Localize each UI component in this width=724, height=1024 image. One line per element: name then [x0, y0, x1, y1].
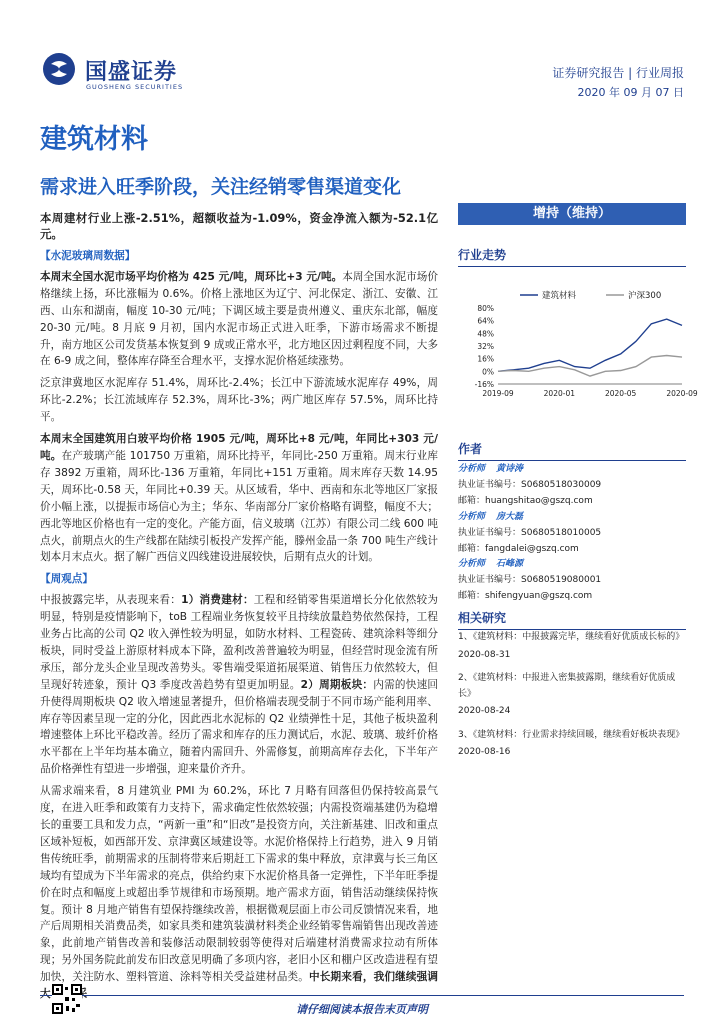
y-tick-label: -16%	[474, 380, 494, 389]
author-name: 黄诗涛	[496, 464, 524, 474]
lead-summary: 本周建材行业上涨-2.51%，超额收益为-1.09%，资金净流入额为-52.1亿元。	[40, 211, 438, 241]
view1-cycle-text: 内需的快速回升使得周期板块 Q2 收入增速显著提升，但价格端表现受制于不同市场产能利用率、库存等因素呈现一定的分化，因此西北水泥标的 Q2 业绩弹性十足，其他子板块盈利增速整体上环比平稳改善。经历了需求和库存的压力测试后，水泥、玻璃、玻纤价格水平都在上半年均基本确立，随着内需回升、外需修复，前期高库存去化，下半年产品价格弹性有望进一步增强，迎来量价齐升。	[40, 678, 439, 776]
view1-intro: 中报披露完毕，从表现来看：	[40, 594, 182, 607]
y-tick-label: 80%	[477, 304, 494, 313]
related-title[interactable]: 1、《建筑材料：中报披露完毕，继续看好优质成长标的》	[458, 632, 685, 642]
cement-text: 本周全国水泥市场价格继续上扬，环比涨幅为 0.6%。价格上涨地区为辽宁、河北保定、浙江、安徽、江西、山东和湖南，幅度 10-30 元/吨；下调区域主要是贵州遵义、重庆东北部，幅度 20-30 元/吨。8 月底 9 月初，国内水泥市场正式进入旺季，下游市场需求不断提升，南方地区公司发货基本恢复到 9 成或正常水平，北方地区因过剩程度不同，大多在 6-9 成之间，整体库存降至合理水平，支撑水泥价格延续涨势。	[40, 270, 438, 368]
author-role: 分析师	[458, 559, 486, 570]
stock-paragraph: 泛京津冀地区水泥库存 51.4%，周环比-2.4%；长江中下游流域水泥库存 49%，周环比-2.2%；长江流域库存 52.3%，周环比-3%；两广地区库存 57.5%，周环比持平。	[40, 377, 438, 424]
logo-text: 国盛证券	[85, 60, 178, 85]
logo-subtext: GUOSHENG SECURITIES	[86, 83, 184, 91]
related-list	[458, 630, 686, 769]
author-role: 分析师	[458, 511, 486, 522]
related-date: 2020-08-16	[458, 747, 511, 757]
author-row	[458, 510, 686, 526]
footer-divider	[40, 995, 684, 996]
report-headline: 需求进入旺季阶段，关注经销零售渠道变化	[40, 176, 402, 198]
trend-chart	[458, 284, 698, 402]
x-tick-label: 2019-09	[482, 389, 514, 398]
cement-paragraph	[40, 269, 438, 370]
author-heading: 作者	[458, 440, 686, 461]
trend-heading: 行业走势	[458, 246, 686, 267]
view1-consumer-text: 工程和经销零售渠道增长分化依然较为明显，特别是疫情影响下，toB 工程端业务恢复较平且持续放量趋势依然保持，工程业务占比高的公司 Q2 收入弹性较为明显，如防水材料、工程瓷砖、建筑涂料等细分板块，同时受益上游原材料成本下降，盈利改善普遍较为明显，但经营时现金流有所承压，部分龙头企业呈现改善势头。零售端受渠道拓展渠道、销售压力依然较大，但呈现好转迹象，预计 Q3 季度改善趋势有望更加明显。	[40, 594, 439, 691]
related-title[interactable]: 3、《建筑材料：行业需求持续回暖，继续看好板块表现》	[458, 729, 685, 740]
industry-title: 建筑材料	[40, 124, 148, 155]
legend-label: 沪深300	[628, 291, 662, 301]
view1-label-cycle: 2）周期板块：	[300, 678, 374, 691]
related-item[interactable]	[458, 728, 686, 761]
related-date: 2020-08-24	[458, 706, 511, 716]
view-paragraph-1	[40, 592, 438, 778]
author-list	[458, 462, 686, 605]
report-type: 证券研究报告 | 行业周报	[552, 66, 684, 80]
y-tick-label: 32%	[477, 342, 494, 351]
author-role: 分析师	[458, 464, 486, 474]
author-name: 石峰源	[496, 559, 524, 570]
series-line	[498, 356, 682, 377]
y-tick-label: 0%	[482, 367, 494, 377]
glass-text: 在产玻璃产能 101750 万重箱，周环比持平，年同比-250 万重箱。周末行业库存 3892 万重箱，周环比-136 万重箱，年同比+151 万重箱。周末库存天数 14.95 天，周环比-0.58 天，年同比+0.39 天。从区域看，华中、西南和东北等地区厂家报价小幅上涨，以提振市场信心为主；华东、华南部分厂家价格略有调整，幅度不大；西北等地区价格也有一定的变化。产能方面，信义玻璃（江苏）有限公司二线 600 吨点火，前期点火的生产线都在陆续引板投产发挥产能，滕州金晶一条 700 吨生产线计划本月末点火。据了解广西信义四线建设进展较快，后期有点火的计划。	[40, 449, 438, 564]
rating-badge: 增持（维持）	[458, 203, 686, 225]
author-email[interactable]: 邮箱：huangshitao@gszq.com	[458, 495, 593, 506]
main-body	[40, 210, 438, 1008]
view2-tail: 中长期来看，我们继续强调	[309, 971, 438, 984]
view2-text: 从需求端来看，8 月建筑业 PMI 为 60.2%，环比 7 月略有回落但仍保持较高景气度，在进入旺季和政策有力支持下，需求确定性依然较强；内需投资端基建仍为稳增长的重要工具和发力点，“两新一重”和“旧改”是投资方向，关注新基建、旧改和重点区域补短板，如西部开发、京津冀区域建设等。水泥价格保持上行趋势，进入 9 月销售传统旺季，前期需求的压制将带来后期赶工下需求的集中释放，京津冀与长三角区域均有望成为下半年需求的亮点，供给约束下水泥价格具备一定弹性，下半年旺季提价在时点和幅度上或超出季节规律和市场预期。地产需求方面，销售活动继续保持恢复。预计 8 月地产销售有望保持继续改善，根据微观层面上市公司反馈情况来看，地产后周期相关消费品类，如家具类和建筑装潢材料类企业经销零售端销售出现改善迹象，此前地产销售改善和装修活动限制较弱等使得对后端建材消费需求拉动有所体现；另外国务院此前发布旧改意见明确了多项内容，老旧小区和棚户区改造进程有望加快，关注防水、塑料管道、涂料等相关受益建材品类。	[40, 785, 438, 984]
x-tick-label: 2020-09	[666, 389, 698, 398]
section-heading-data: 【水泥玻璃周数据】	[40, 250, 136, 262]
footer-disclaimer: 请仔细阅读本报告末页声明	[296, 1003, 428, 1016]
author-email[interactable]: 邮箱：fangdalei@gszq.com	[458, 543, 579, 554]
author-cert: 执业证书编号：S0680518030009	[458, 479, 602, 490]
guosheng-logo-icon	[42, 52, 76, 86]
series-line	[498, 319, 682, 371]
legend-label: 建筑材料	[542, 291, 577, 301]
section-heading-view: 【周观点】	[40, 573, 93, 586]
author-row	[458, 462, 686, 478]
related-date: 2020-08-31	[458, 649, 511, 660]
author-name: 房大磊	[496, 511, 524, 522]
author-email[interactable]: 邮箱：shifengyuan@gszq.com	[458, 591, 593, 602]
author-cert: 执业证书编号：S0680518010005	[458, 527, 602, 538]
view-paragraph-2	[40, 783, 438, 1003]
y-tick-label: 16%	[477, 354, 494, 364]
related-item[interactable]	[458, 671, 686, 720]
y-tick-label: 64%	[477, 316, 494, 326]
cement-highlight: 本周末全国水泥市场平均价格为 425 元/吨，周环比+3 元/吨。	[40, 270, 343, 283]
related-title[interactable]: 2、《建筑材料：中报进入密集披露期，继续看好优质成长》	[458, 673, 676, 699]
view1-label-consumer: 1）消费建材：	[181, 594, 254, 607]
glass-highlight: 本周末全国建筑用白玻平均价格 1905 元/吨，周环比+8 元/吨，年同比+303 元/吨。	[40, 433, 438, 462]
related-item[interactable]	[458, 630, 686, 663]
y-tick-label: 48%	[477, 329, 494, 339]
related-heading: 相关研究	[458, 609, 686, 630]
glass-paragraph	[40, 431, 438, 566]
x-tick-label: 2020-05	[604, 389, 637, 398]
report-date: 2020 年 09 月 07 日	[577, 86, 684, 99]
author-row	[458, 557, 686, 573]
x-tick-label: 2020-01	[543, 389, 576, 398]
author-cert: 执业证书编号：S0680519080001	[458, 575, 602, 586]
